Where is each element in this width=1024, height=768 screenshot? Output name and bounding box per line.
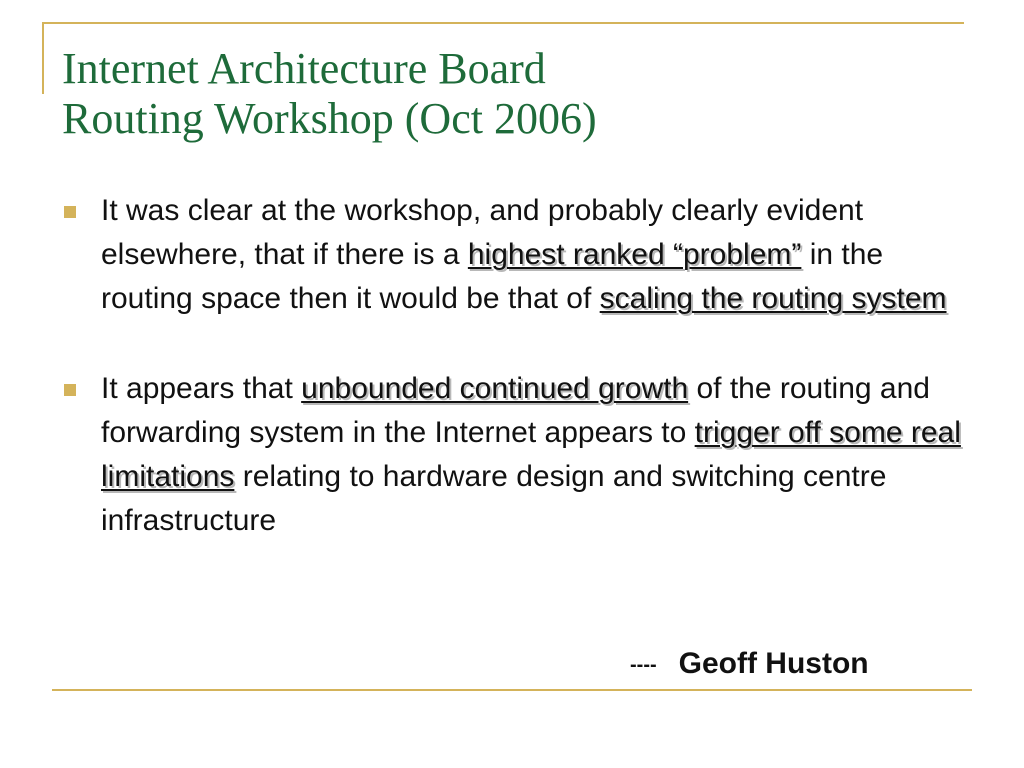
bullet-2-text-2: of the routing and forwarding system in the Internet appears to	[101, 372, 930, 449]
bullet-item-2	[62, 367, 972, 543]
bullet-list	[62, 189, 972, 543]
bottom-border-line	[52, 689, 972, 691]
slide-title	[62, 44, 962, 144]
bullet-1-highlight-2: scaling the routing system	[599, 282, 947, 315]
bullet-2-highlight-1: unbounded continued growth	[301, 372, 689, 405]
square-bullet-icon	[64, 384, 76, 396]
title-line-2: Routing Workshop (Oct 2006)	[62, 94, 597, 143]
top-border-line	[42, 22, 964, 24]
title-line-1: Internet Architecture Board	[62, 44, 546, 93]
left-border-line	[42, 22, 44, 94]
bullet-2-highlight-2: trigger off some real limitations	[101, 416, 961, 493]
bullet-item-1	[62, 189, 972, 321]
bullet-1-text-2: in the routing space then it would be that of	[101, 238, 884, 315]
attribution-author: Geoff Huston	[678, 647, 869, 680]
square-bullet-icon	[64, 206, 76, 218]
bullet-1-highlight-1: highest ranked “problem”	[467, 238, 802, 271]
attribution	[630, 647, 869, 681]
attribution-dash: ----	[630, 654, 657, 676]
bullet-1-text-1: It was clear at the workshop, and probably clearly evident elsewhere, that if there is a	[101, 194, 864, 271]
bullet-2-text-3: relating to hardware design and switching centre infrastructure	[101, 460, 887, 537]
bullet-2-text-1: It appears that	[101, 372, 302, 405]
